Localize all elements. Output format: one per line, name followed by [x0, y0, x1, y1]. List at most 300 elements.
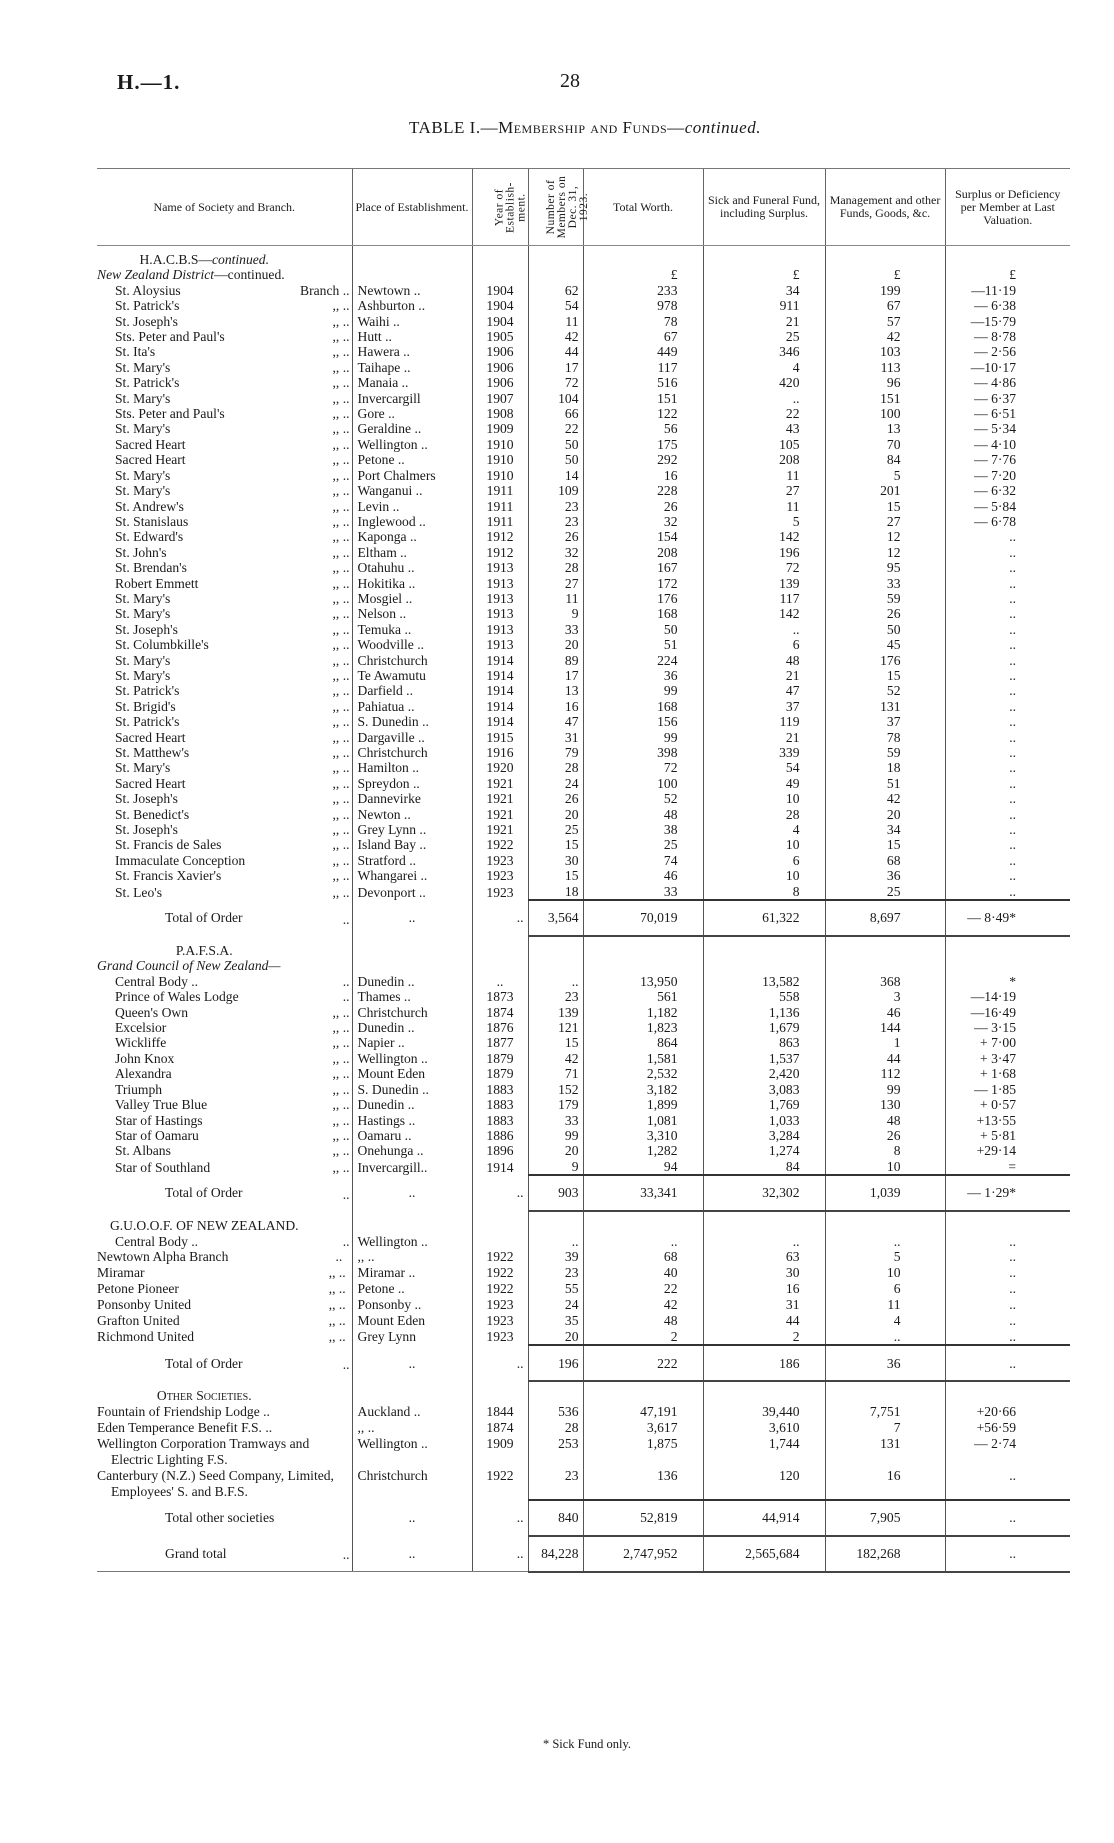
year-cell: .. [472, 900, 528, 936]
total-worth-cell: 292 [583, 452, 703, 467]
sick-fund-cell: 420 [703, 375, 825, 390]
table-row [97, 1249, 1070, 1265]
table-row [97, 1468, 1070, 1500]
name-cell [97, 591, 352, 606]
management-funds-cell: 130 [825, 1097, 945, 1112]
surplus-cell: — 4·86 [945, 375, 1070, 390]
surplus-cell: — 5·84 [945, 499, 1070, 514]
sick-fund-cell: 63 [703, 1249, 825, 1265]
year-cell: 1915 [472, 730, 528, 745]
year-cell [472, 1234, 528, 1249]
header-members [528, 169, 590, 246]
total-worth-cell: 1,282 [583, 1143, 703, 1158]
society-name: St. Mary's [115, 606, 171, 622]
section-heading-row [97, 1381, 1070, 1403]
table-row [97, 837, 1070, 852]
ditto-mark: ,, .. [332, 544, 350, 560]
name-cell [97, 1500, 352, 1536]
table-row [97, 1097, 1070, 1112]
surplus-cell: — 2·74 [945, 1436, 1070, 1468]
total-worth-cell: 222 [583, 1345, 703, 1381]
sick-fund-cell: 22 [703, 406, 825, 421]
management-funds-cell: 131 [825, 699, 945, 714]
management-funds-cell: 10 [825, 1159, 945, 1175]
place-cell: Waihi .. [352, 314, 472, 329]
sick-fund-cell [703, 1211, 825, 1233]
surplus-cell: .. [945, 591, 1070, 606]
place-cell: .. [352, 1536, 472, 1572]
place-cell: Woodville .. [352, 637, 472, 652]
year-cell: 1906 [472, 344, 528, 359]
place-cell: Pahiatua .. [352, 699, 472, 714]
ditto-mark: ,, .. [332, 637, 350, 653]
total-worth-cell: 56 [583, 421, 703, 436]
management-funds-cell: 12 [825, 529, 945, 544]
table-row [97, 514, 1070, 529]
society-name: Wellington Corporation Tramways and Electric Lighting F.S. [97, 1435, 310, 1467]
sick-fund-cell: 346 [703, 344, 825, 359]
management-funds-cell: 5 [825, 468, 945, 483]
section-heading: Other Societies. [156, 1388, 252, 1404]
management-funds-cell: 42 [825, 791, 945, 806]
surplus-cell: £ [945, 267, 1070, 282]
place-cell: Hokitika .. [352, 576, 472, 591]
subsection-continued: —continued. [214, 267, 285, 283]
table-row [97, 329, 1070, 344]
sick-fund-cell: 2,420 [703, 1066, 825, 1081]
members-cell: 139 [528, 1005, 583, 1020]
ditto-mark: ,, .. [332, 822, 350, 838]
management-funds-cell [825, 1211, 945, 1233]
year-cell: 1905 [472, 329, 528, 344]
name-cell [97, 1113, 352, 1128]
year-cell [472, 246, 528, 268]
table-body [97, 246, 1070, 1572]
year-cell: 1914 [472, 714, 528, 729]
society-name: St. Mary's [115, 421, 171, 437]
sick-fund-cell [703, 1381, 825, 1403]
place-cell: Kaponga .. [352, 529, 472, 544]
total-worth-cell: 176 [583, 591, 703, 606]
total-worth-cell: 48 [583, 1313, 703, 1329]
name-cell [97, 1051, 352, 1066]
ditto-mark: ,, .. [332, 621, 350, 637]
management-funds-cell: 44 [825, 1051, 945, 1066]
total-worth-cell: 72 [583, 760, 703, 775]
members-cell: 17 [528, 360, 583, 375]
name-cell [97, 730, 352, 745]
total-worth-cell: 449 [583, 344, 703, 359]
management-funds-cell: 99 [825, 1082, 945, 1097]
section-heading-continued: continued. [212, 252, 270, 267]
sick-fund-cell: 43 [703, 421, 825, 436]
surplus-cell [945, 1381, 1070, 1403]
members-cell: 44 [528, 344, 583, 359]
name-cell [97, 1005, 352, 1020]
surplus-cell: .. [945, 606, 1070, 621]
ditto-mark: ,, .. [332, 467, 350, 483]
management-funds-cell: 16 [825, 1468, 945, 1500]
surplus-cell: + 3·47 [945, 1051, 1070, 1066]
name-cell [97, 421, 352, 436]
year-cell: .. [472, 1500, 528, 1536]
society-name: St. Mary's [115, 667, 171, 683]
ditto-mark: ,, .. [332, 421, 350, 437]
total-worth-cell: 38 [583, 822, 703, 837]
total-row [97, 1536, 1070, 1572]
ditto-mark: ,, .. [332, 344, 350, 360]
members-cell: 55 [528, 1281, 583, 1297]
name-cell [97, 1381, 352, 1403]
members-cell: 11 [528, 314, 583, 329]
year-cell: 1913 [472, 591, 528, 606]
society-name: St. Francis Xavier's [115, 868, 222, 884]
ditto-mark: ,, .. [332, 1004, 350, 1020]
table-row [97, 1051, 1070, 1066]
surplus-cell: .. [945, 760, 1070, 775]
sick-fund-cell: 911 [703, 298, 825, 313]
management-funds-cell: 11 [825, 1297, 945, 1313]
members-cell: 25 [528, 822, 583, 837]
ditto-mark: ,, .. [332, 606, 350, 622]
table-row [97, 868, 1070, 883]
total-worth-cell: 52 [583, 791, 703, 806]
ditto-mark: .. [342, 1356, 350, 1372]
management-funds-cell: 15 [825, 837, 945, 852]
members-cell: 47 [528, 714, 583, 729]
society-name: Fountain of Friendship Lodge .. [97, 1403, 270, 1419]
total-worth-cell: 3,617 [583, 1420, 703, 1436]
members-cell: 33 [528, 622, 583, 637]
total-worth-cell: 172 [583, 576, 703, 591]
total-worth-cell: 100 [583, 776, 703, 791]
sick-fund-cell: 25 [703, 329, 825, 344]
ditto-mark: ,, .. [328, 1329, 346, 1345]
society-name: St. Mary's [115, 483, 171, 499]
title-prefix: TABLE I.— [409, 118, 499, 137]
header-sick-fund: Sick and Funeral Fund, including Surplus. [703, 169, 825, 246]
place-cell: Devonport .. [352, 884, 472, 900]
sick-fund-cell: 1,769 [703, 1097, 825, 1112]
members-cell: 13 [528, 683, 583, 698]
society-name: Sts. Peter and Paul's [115, 329, 225, 345]
ditto-mark: ,, .. [332, 390, 350, 406]
year-cell: 1910 [472, 437, 528, 452]
sick-fund-cell: 48 [703, 653, 825, 668]
members-cell: 30 [528, 853, 583, 868]
society-name: St. Mary's [115, 390, 171, 406]
table-row [97, 1404, 1070, 1420]
management-funds-cell: 201 [825, 483, 945, 498]
year-cell: 1883 [472, 1113, 528, 1128]
members-cell: 32 [528, 545, 583, 560]
management-funds-cell [825, 246, 945, 268]
sick-fund-cell: 863 [703, 1035, 825, 1050]
society-name: Grafton United [97, 1312, 180, 1328]
year-cell: 1912 [472, 529, 528, 544]
total-worth-cell: 50 [583, 622, 703, 637]
name-cell [97, 900, 352, 936]
ditto-mark: ,, .. [332, 791, 350, 807]
year-cell: 1873 [472, 989, 528, 1004]
table-row [97, 1281, 1070, 1297]
management-funds-cell: 78 [825, 730, 945, 745]
management-funds-cell: 144 [825, 1020, 945, 1035]
place-cell: Dannevirke [352, 791, 472, 806]
year-cell: 1922 [472, 1265, 528, 1281]
year-cell: .. [472, 1175, 528, 1211]
society-name: Star of Hastings [115, 1112, 203, 1128]
place-cell: Thames .. [352, 989, 472, 1004]
management-funds-cell: 10 [825, 1265, 945, 1281]
year-cell: 1874 [472, 1420, 528, 1436]
members-cell: 23 [528, 1468, 583, 1500]
members-cell: 840 [528, 1500, 583, 1536]
total-worth-cell [583, 246, 703, 268]
place-cell: .. [352, 900, 472, 936]
year-cell: 1923 [472, 1329, 528, 1345]
society-name: St. Leo's [115, 884, 163, 900]
members-cell: 18 [528, 884, 583, 900]
ditto-mark: ,, .. [332, 652, 350, 668]
table-row [97, 974, 1070, 989]
table-row [97, 360, 1070, 375]
name-cell [97, 514, 352, 529]
total-worth-cell: 1,182 [583, 1005, 703, 1020]
name-cell [97, 1159, 352, 1175]
name-cell [97, 745, 352, 760]
table-row [97, 807, 1070, 822]
name-cell [97, 1175, 352, 1211]
surplus-cell: .. [945, 807, 1070, 822]
total-row [97, 1500, 1070, 1536]
name-cell [97, 452, 352, 467]
ditto-mark: ,, .. [328, 1312, 346, 1328]
place-cell: Hutt .. [352, 329, 472, 344]
sick-fund-cell: 10 [703, 791, 825, 806]
sick-fund-cell: 1,274 [703, 1143, 825, 1158]
sick-fund-cell: 2 [703, 1329, 825, 1345]
name-cell [97, 853, 352, 868]
members-cell: 3,564 [528, 900, 583, 936]
place-cell: .. [352, 1175, 472, 1211]
members-cell: 24 [528, 776, 583, 791]
year-cell: 1896 [472, 1143, 528, 1158]
year-cell: 1879 [472, 1066, 528, 1081]
members-cell: 42 [528, 1051, 583, 1066]
name-cell [97, 989, 352, 1004]
society-name: Richmond United [97, 1328, 195, 1344]
table-row [97, 1436, 1070, 1468]
members-cell: 14 [528, 468, 583, 483]
place-cell: Levin .. [352, 499, 472, 514]
year-cell: 1923 [472, 884, 528, 900]
management-funds-cell: 33 [825, 576, 945, 591]
ditto-mark: .. [342, 1233, 350, 1249]
ditto-mark: ,, .. [332, 868, 350, 884]
members-cell: 253 [528, 1436, 583, 1468]
total-worth-cell: 22 [583, 1281, 703, 1297]
place-cell: Otahuhu .. [352, 560, 472, 575]
name-cell [97, 560, 352, 575]
members-cell: 536 [528, 1404, 583, 1420]
place-cell: Island Bay .. [352, 837, 472, 852]
sick-fund-cell: 1,744 [703, 1436, 825, 1468]
year-cell: 1904 [472, 283, 528, 298]
place-cell: Hawera .. [352, 344, 472, 359]
ditto-mark: ,, .. [332, 745, 350, 760]
management-funds-cell: 36 [825, 1345, 945, 1381]
members-cell [528, 267, 583, 282]
year-cell: .. [472, 974, 528, 989]
surplus-cell: — 5·34 [945, 421, 1070, 436]
surplus-cell: .. [945, 576, 1070, 591]
society-name: Total of Order [165, 1355, 243, 1371]
table-row [97, 468, 1070, 483]
members-cell: .. [528, 974, 583, 989]
ditto-mark: ,, .. [328, 1296, 346, 1312]
year-cell: 1877 [472, 1035, 528, 1050]
total-worth-cell: 16 [583, 468, 703, 483]
table-header-row [97, 169, 1070, 246]
ditto-mark: ,, .. [328, 1264, 346, 1280]
surplus-cell: .. [945, 884, 1070, 900]
management-funds-cell: 51 [825, 776, 945, 791]
sick-fund-cell: 5 [703, 514, 825, 529]
table-row [97, 1159, 1070, 1175]
management-funds-cell: 59 [825, 745, 945, 760]
name-cell [97, 637, 352, 652]
table-row [97, 283, 1070, 298]
table-row [97, 591, 1070, 606]
subsection-heading: New Zealand District [97, 267, 215, 283]
place-cell: Wellington .. [352, 1436, 472, 1468]
year-cell: 1913 [472, 622, 528, 637]
surplus-cell: .. [945, 1313, 1070, 1329]
name-cell [97, 1297, 352, 1313]
year-cell: 1922 [472, 1468, 528, 1500]
surplus-cell: —14·19 [945, 989, 1070, 1004]
year-cell: 1920 [472, 760, 528, 775]
table-row [97, 576, 1070, 591]
name-cell [97, 1536, 352, 1572]
place-cell: Dunedin .. [352, 1097, 472, 1112]
total-worth-cell: 978 [583, 298, 703, 313]
table-row [97, 637, 1070, 652]
members-cell: 28 [528, 760, 583, 775]
sick-fund-cell: 11 [703, 499, 825, 514]
sick-fund-cell: 21 [703, 314, 825, 329]
society-name: St. Aloysius [115, 282, 181, 298]
name-cell [97, 406, 352, 421]
society-name: Wickliffe [115, 1035, 167, 1051]
management-funds-cell: .. [825, 1234, 945, 1249]
members-cell: 11 [528, 591, 583, 606]
sick-fund-cell: 31 [703, 1297, 825, 1313]
table-row [97, 344, 1070, 359]
place-cell: Napier .. [352, 1035, 472, 1050]
surplus-cell: .. [945, 1249, 1070, 1265]
section-heading-row [97, 936, 1070, 958]
ditto-mark: ,, .. [332, 1050, 350, 1066]
sick-fund-cell: 21 [703, 730, 825, 745]
society-name: Newtown Alpha Branch [97, 1248, 229, 1264]
surplus-cell: — 2·56 [945, 344, 1070, 359]
table-row [97, 1035, 1070, 1050]
name-cell [97, 1420, 352, 1436]
name-cell [97, 314, 352, 329]
name-cell [97, 1329, 352, 1345]
management-funds-cell: £ [825, 267, 945, 282]
surplus-cell: .. [945, 560, 1070, 575]
society-name: St. Mary's [115, 590, 171, 606]
total-worth-cell: 175 [583, 437, 703, 452]
surplus-cell: — 7·20 [945, 468, 1070, 483]
place-cell: Temuka .. [352, 622, 472, 637]
total-worth-cell: 3,310 [583, 1128, 703, 1143]
surplus-cell: — 3·15 [945, 1020, 1070, 1035]
management-funds-cell: 96 [825, 375, 945, 390]
table-row [97, 1082, 1070, 1097]
surplus-cell: .. [945, 791, 1070, 806]
management-funds-cell: 13 [825, 421, 945, 436]
year-cell: 1883 [472, 1082, 528, 1097]
members-cell: 109 [528, 483, 583, 498]
surplus-cell: .. [945, 622, 1070, 637]
name-cell [97, 884, 352, 900]
members-cell: 50 [528, 437, 583, 452]
surplus-cell: + 0·57 [945, 1097, 1070, 1112]
management-funds-cell: 68 [825, 853, 945, 868]
place-cell: Christchurch [352, 745, 472, 760]
table-row [97, 1143, 1070, 1158]
sick-fund-cell: 3,610 [703, 1420, 825, 1436]
society-name: St. Patrick's [115, 375, 180, 391]
members-cell: 15 [528, 868, 583, 883]
header-members-text: Number of Members on Dec. 31, 1923. [544, 175, 590, 239]
ditto-mark: ,, .. [332, 775, 350, 791]
table-row [97, 406, 1070, 421]
name-cell [97, 1066, 352, 1081]
sick-fund-cell: 16 [703, 1281, 825, 1297]
table-row [97, 1020, 1070, 1035]
section-heading-row [97, 246, 1070, 268]
society-name: St. Matthew's [115, 745, 190, 760]
sick-fund-cell: 1,679 [703, 1020, 825, 1035]
name-cell [97, 1035, 352, 1050]
sick-fund-cell: 39,440 [703, 1404, 825, 1420]
society-name: Sacred Heart [115, 436, 186, 452]
members-cell: 27 [528, 576, 583, 591]
surplus-cell: .. [945, 1500, 1070, 1536]
management-funds-cell: 8 [825, 1143, 945, 1158]
name-cell [97, 1313, 352, 1329]
ditto-mark: ,, .. [332, 1035, 350, 1051]
surplus-cell: = [945, 1159, 1070, 1175]
place-cell: Petone .. [352, 1281, 472, 1297]
society-name: Total of Order [165, 1185, 243, 1201]
table-row [97, 1420, 1070, 1436]
members-cell: 66 [528, 406, 583, 421]
surplus-cell: * [945, 974, 1070, 989]
surplus-cell: .. [945, 683, 1070, 698]
place-cell: Port Chalmers [352, 468, 472, 483]
name-cell [97, 936, 352, 958]
sick-fund-cell: 4 [703, 822, 825, 837]
members-cell: 89 [528, 653, 583, 668]
table-row [97, 853, 1070, 868]
society-name: Excelsior [115, 1020, 167, 1036]
